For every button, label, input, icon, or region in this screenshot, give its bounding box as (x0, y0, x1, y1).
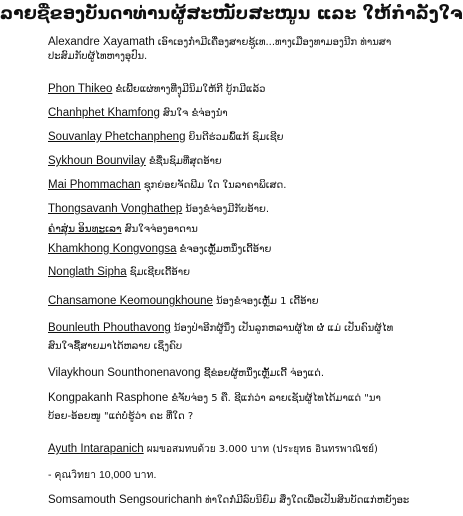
supporter-name: Somsamouth Sengsourichanh (48, 494, 203, 506)
supporter-message: ທ່າໃດກໍ່ມີລົບນິຍົມ ສຶ່ງໃດເພື່ອເປັນສິນບັດແກ່ຫຍັງອະ (205, 495, 410, 506)
supporter-message: ຊີ້ຂ່ອຍຜູ້ຫນຶ່ງເຫຼັ້ມເດີ້ ຈ່ອງແດ່. (203, 368, 325, 379)
list-item (48, 154, 393, 169)
list-item (48, 35, 393, 64)
supporter-message: ผมขอสมทบด้วย 3.000 บาท (ประยุทธ อินทรพาณิชย์) (146, 444, 378, 455)
supporter-name: Thongsavanh Vonghathep (48, 203, 183, 215)
supporter-message: ຂໍເພີ້ຍແຜ່ທາງທີ່ງຸມີນິມໃຫ້ກີ ບູ້ກມີແລ້ວ (115, 84, 266, 95)
page-title: ລາຍຊື່ຂອງບັນດາທ່ານຜູ້ສະໜັບສະໜູນ ແລະ ໃຫ້ກຳລັງໃຈ (0, 4, 463, 24)
list-item (48, 442, 393, 457)
list-item (48, 222, 393, 237)
list-item (48, 202, 393, 217)
supporter-message: ຊຸກຍ່ອຍຈັດພີມ ໃດ ໃນລາຄາພິເສດ. (143, 180, 287, 191)
supporter-name: Souvanlay Phetchanpheng (48, 131, 186, 143)
supporter-message: ນ້ອງຂໍຈ່ອງມີກັບອ້າຍ. (185, 204, 270, 215)
supporter-message: ສົນໃຈ ຂໍຈ່ອງນຳ (162, 108, 228, 119)
supporter-name: Chansamone Keomoungkhoune (48, 295, 213, 307)
supporter-name: Alexandre Xayamath (48, 36, 155, 48)
list-item (48, 366, 393, 381)
supporter-message: ນ້ອງປ່າອີກຜູ້ນຶ່ງ ເປັນລູກຫລານຜູ້ໄທ ຜໍ່ ແມ່ ເປັນຄົນຜູ້ໄທ (173, 323, 394, 334)
supporter-message-continued: ບ້ອຍ-ອ້ອຍໜູ "ແຕ່ບໍ່ຮູ້ວ່າ ຄະ ທີ່ໃດ ? (48, 411, 194, 422)
list-item (48, 242, 393, 257)
supporter-name: Sykhoun Bounvilay (48, 155, 146, 167)
supporter-name: Vilaykhoun Sounthonenavong (48, 367, 201, 379)
supporter-message: ຂໍຈອງເຫຼັ້ມຫນຶ່ງເດີ້ອ້າຍ (179, 244, 272, 255)
supporter-name: Kongpakanh Rasphone (48, 392, 169, 404)
supporter-message: ເອົາເອງກ໋າມີເຄື່ອງສາຍຊູ້ເທ...ທາງເມືອງທາມອງນີກ ທ່ານສາ (157, 37, 392, 48)
supporter-name: Nonglath Sipha (48, 266, 127, 278)
supporter-name: Chanhphet Khamfong (48, 107, 160, 119)
list-item (48, 130, 393, 145)
supporter-name: Ayuth Intarapanich (48, 443, 144, 455)
supporter-message: ຊົມເຊີຍເດີ້ອ້າຍ (129, 267, 191, 278)
list-item (48, 106, 393, 121)
supporter-message: ນ້ອງຂໍຈອງເຫຼັ້ມ 1 ເດີ້ອ້າຍ (215, 296, 319, 307)
supporter-name: - คุณวิทยา 10,000 บาท. (48, 469, 157, 481)
list-item (48, 468, 393, 483)
list-item (48, 321, 393, 354)
supporter-name: Mai Phommachan (48, 179, 141, 191)
supporter-name: Bounleuth Phouthavong (48, 322, 171, 334)
supporter-message: ສົນໃຈຈ່ອງອາດານ (124, 224, 198, 235)
supporter-message: ຂໍຊື່ນຊົມທີ່ສຸດອ້າຍ (148, 156, 222, 167)
supporter-message: ຂໍຈັບຈ່ອງ 5 ຄື. ຊີແກ່ວ່າ ລາຍເຊັນຜູ້ໄທໄດ້ມາແດ່ "ນາ (171, 393, 381, 404)
supporter-name: ຄຳສຸ່ນ ອິນທະເລາ (48, 223, 122, 235)
list-item (48, 391, 393, 424)
list-item (48, 493, 410, 508)
supporter-message-continued: ປະສົມກັບຜູ້ໄທຫາງອຸປົນ. (48, 51, 148, 62)
list-item (48, 294, 393, 309)
list-item (48, 178, 393, 193)
supporter-message: ຍິນດີຮ່ວມພົ້ແກ້ ຊົມເຊີຍ (188, 132, 284, 143)
list-item (48, 82, 393, 97)
supporter-name: Khamkhong Kongvongsa (48, 243, 177, 255)
supporter-message-continued: ສົນໃຈຊື້ສາຍມາໄດ້ຫລາຍ ເຊິ່ງຄົບ (48, 341, 183, 352)
supporter-name: Phon Thikeo (48, 83, 113, 95)
list-item (48, 265, 393, 280)
